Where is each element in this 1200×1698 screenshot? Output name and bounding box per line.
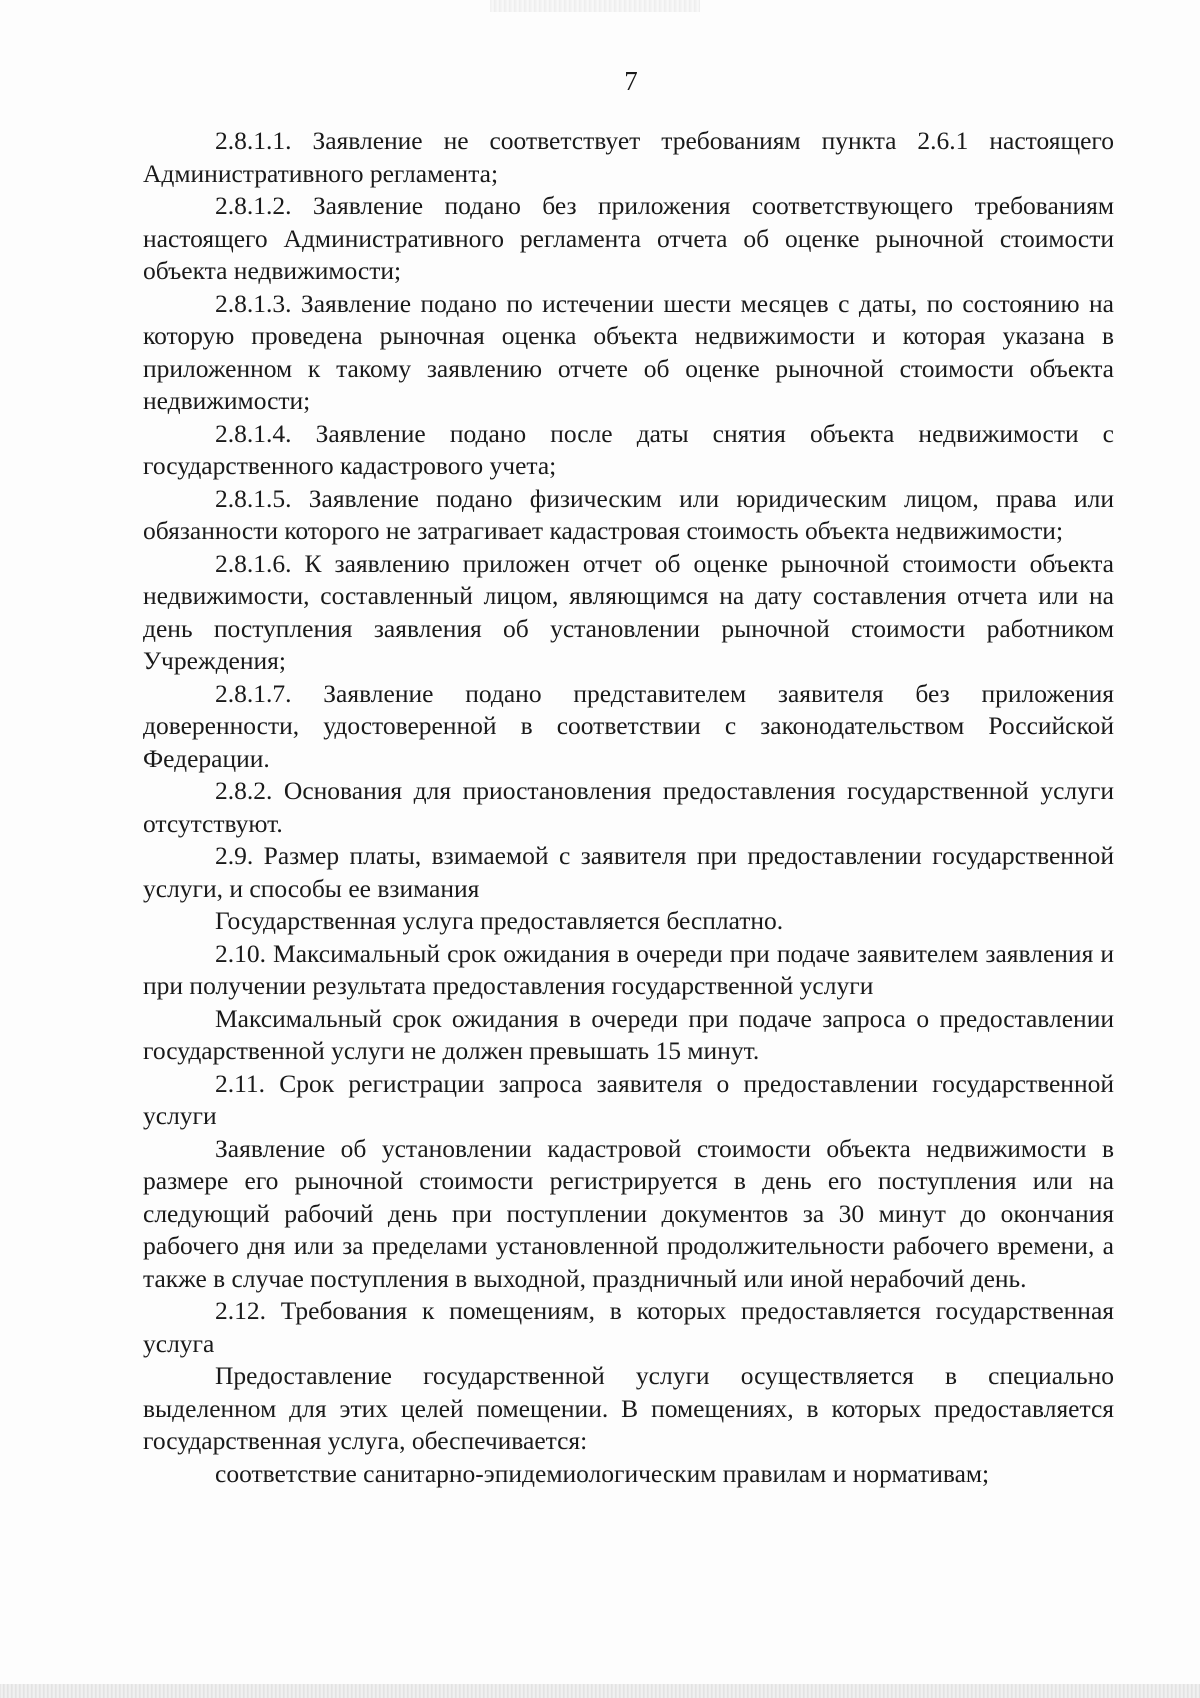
paragraph-premises: Предоставление государственной услуги осуществляется в специально выделенном для этих целей помещении. В помещениях, в которых предоставляется государственная услуга, обеспечивается: [143,1361,1114,1455]
paragraph-free-service: Государственная услуга предоставляется бесплатно. [215,906,784,935]
section-heading-2-9: 2.9. Размер платы, взимаемой с заявителя при предоставлении государственной услуги, и способы ее взимания [143,841,1114,903]
paragraph-2-8-1-2: 2.8.1.2. Заявление подано без приложения соответствующего требованиям настоящего Административного регламента отчета об оценке рыночной стоимости объекта недвижимости; [143,191,1114,285]
paragraph-2-8-1-1: 2.8.1.1. Заявление не соответствует требованиям пункта 2.6.1 настоящего Административного регламента; [143,126,1114,188]
paragraph-2-8-1-4: 2.8.1.4. Заявление подано после даты снятия объекта недвижимости с государственного кадастрового учета; [143,418,1114,480]
paragraph-2-8-1-3: 2.8.1.3. Заявление подано по истечении шести месяцев с даты, по состоянию на которую проведена рыночная оценка объекта недвижимости и которая указана в приложенном к такому заявлению отчете об оценке рыночной стоимости объекта недвижимости; [143,288,1114,415]
paragraph-2-8-1-6: 2.8.1.6. К заявлению приложен отчет об оценке рыночной стоимости объекта недвижимости, составленный лицом, являющимся на дату составления отчета или на день поступления заявления об установлении рыночной стоимости работником Учреждения; [143,548,1114,675]
section-heading-2-11: 2.11. Срок регистрации запроса заявителя о предоставлении государственной услуги [143,1068,1114,1130]
paragraph-registration: Заявление об установлении кадастровой стоимости объекта недвижимости в размере его рыночной стоимости регистрируется в день его поступления или на следующий рабочий день при поступлении документов за 30 минут до окончания рабочего дня или за пределами установленной продолжительности рабочего времени, а также в случае поступления в выходной, праздничный или иной нерабочий день. [143,1133,1114,1293]
scan-artifact-bottom [0,1684,1200,1698]
scan-artifact-top [490,0,700,12]
paragraph-sanitary: соответствие санитарно-эпидемиологическим правилам и нормативам; [215,1458,990,1488]
section-heading-2-10: 2.10. Максимальный срок ожидания в очереди при подаче заявителем заявления и при получении результата предоставления государственной услуги [143,938,1114,1000]
document-body [143,125,1114,1490]
paragraph-2-8-1-5: 2.8.1.5. Заявление подано физическим или юридическим лицом, права или обязанности которого не затрагивает кадастровая стоимость объекта недвижимости; [143,483,1114,545]
section-heading-2-12: 2.12. Требования к помещениям, в которых предоставляется государственная услуга [143,1296,1114,1358]
paragraph-2-8-2: 2.8.2. Основания для приостановления предоставления государственной услуги отсутствуют. [143,776,1114,838]
paragraph-2-8-1-7: 2.8.1.7. Заявление подано представителем заявителя без приложения доверенности, удостоверенной в соответствии с законодательством Российской Федерации. [143,678,1114,773]
page-number: 7 [624,66,638,96]
paragraph-max-wait: Максимальный срок ожидания в очереди при подаче запроса о предоставлении государственной услуги не должен превышать 15 минут. [143,1003,1114,1065]
